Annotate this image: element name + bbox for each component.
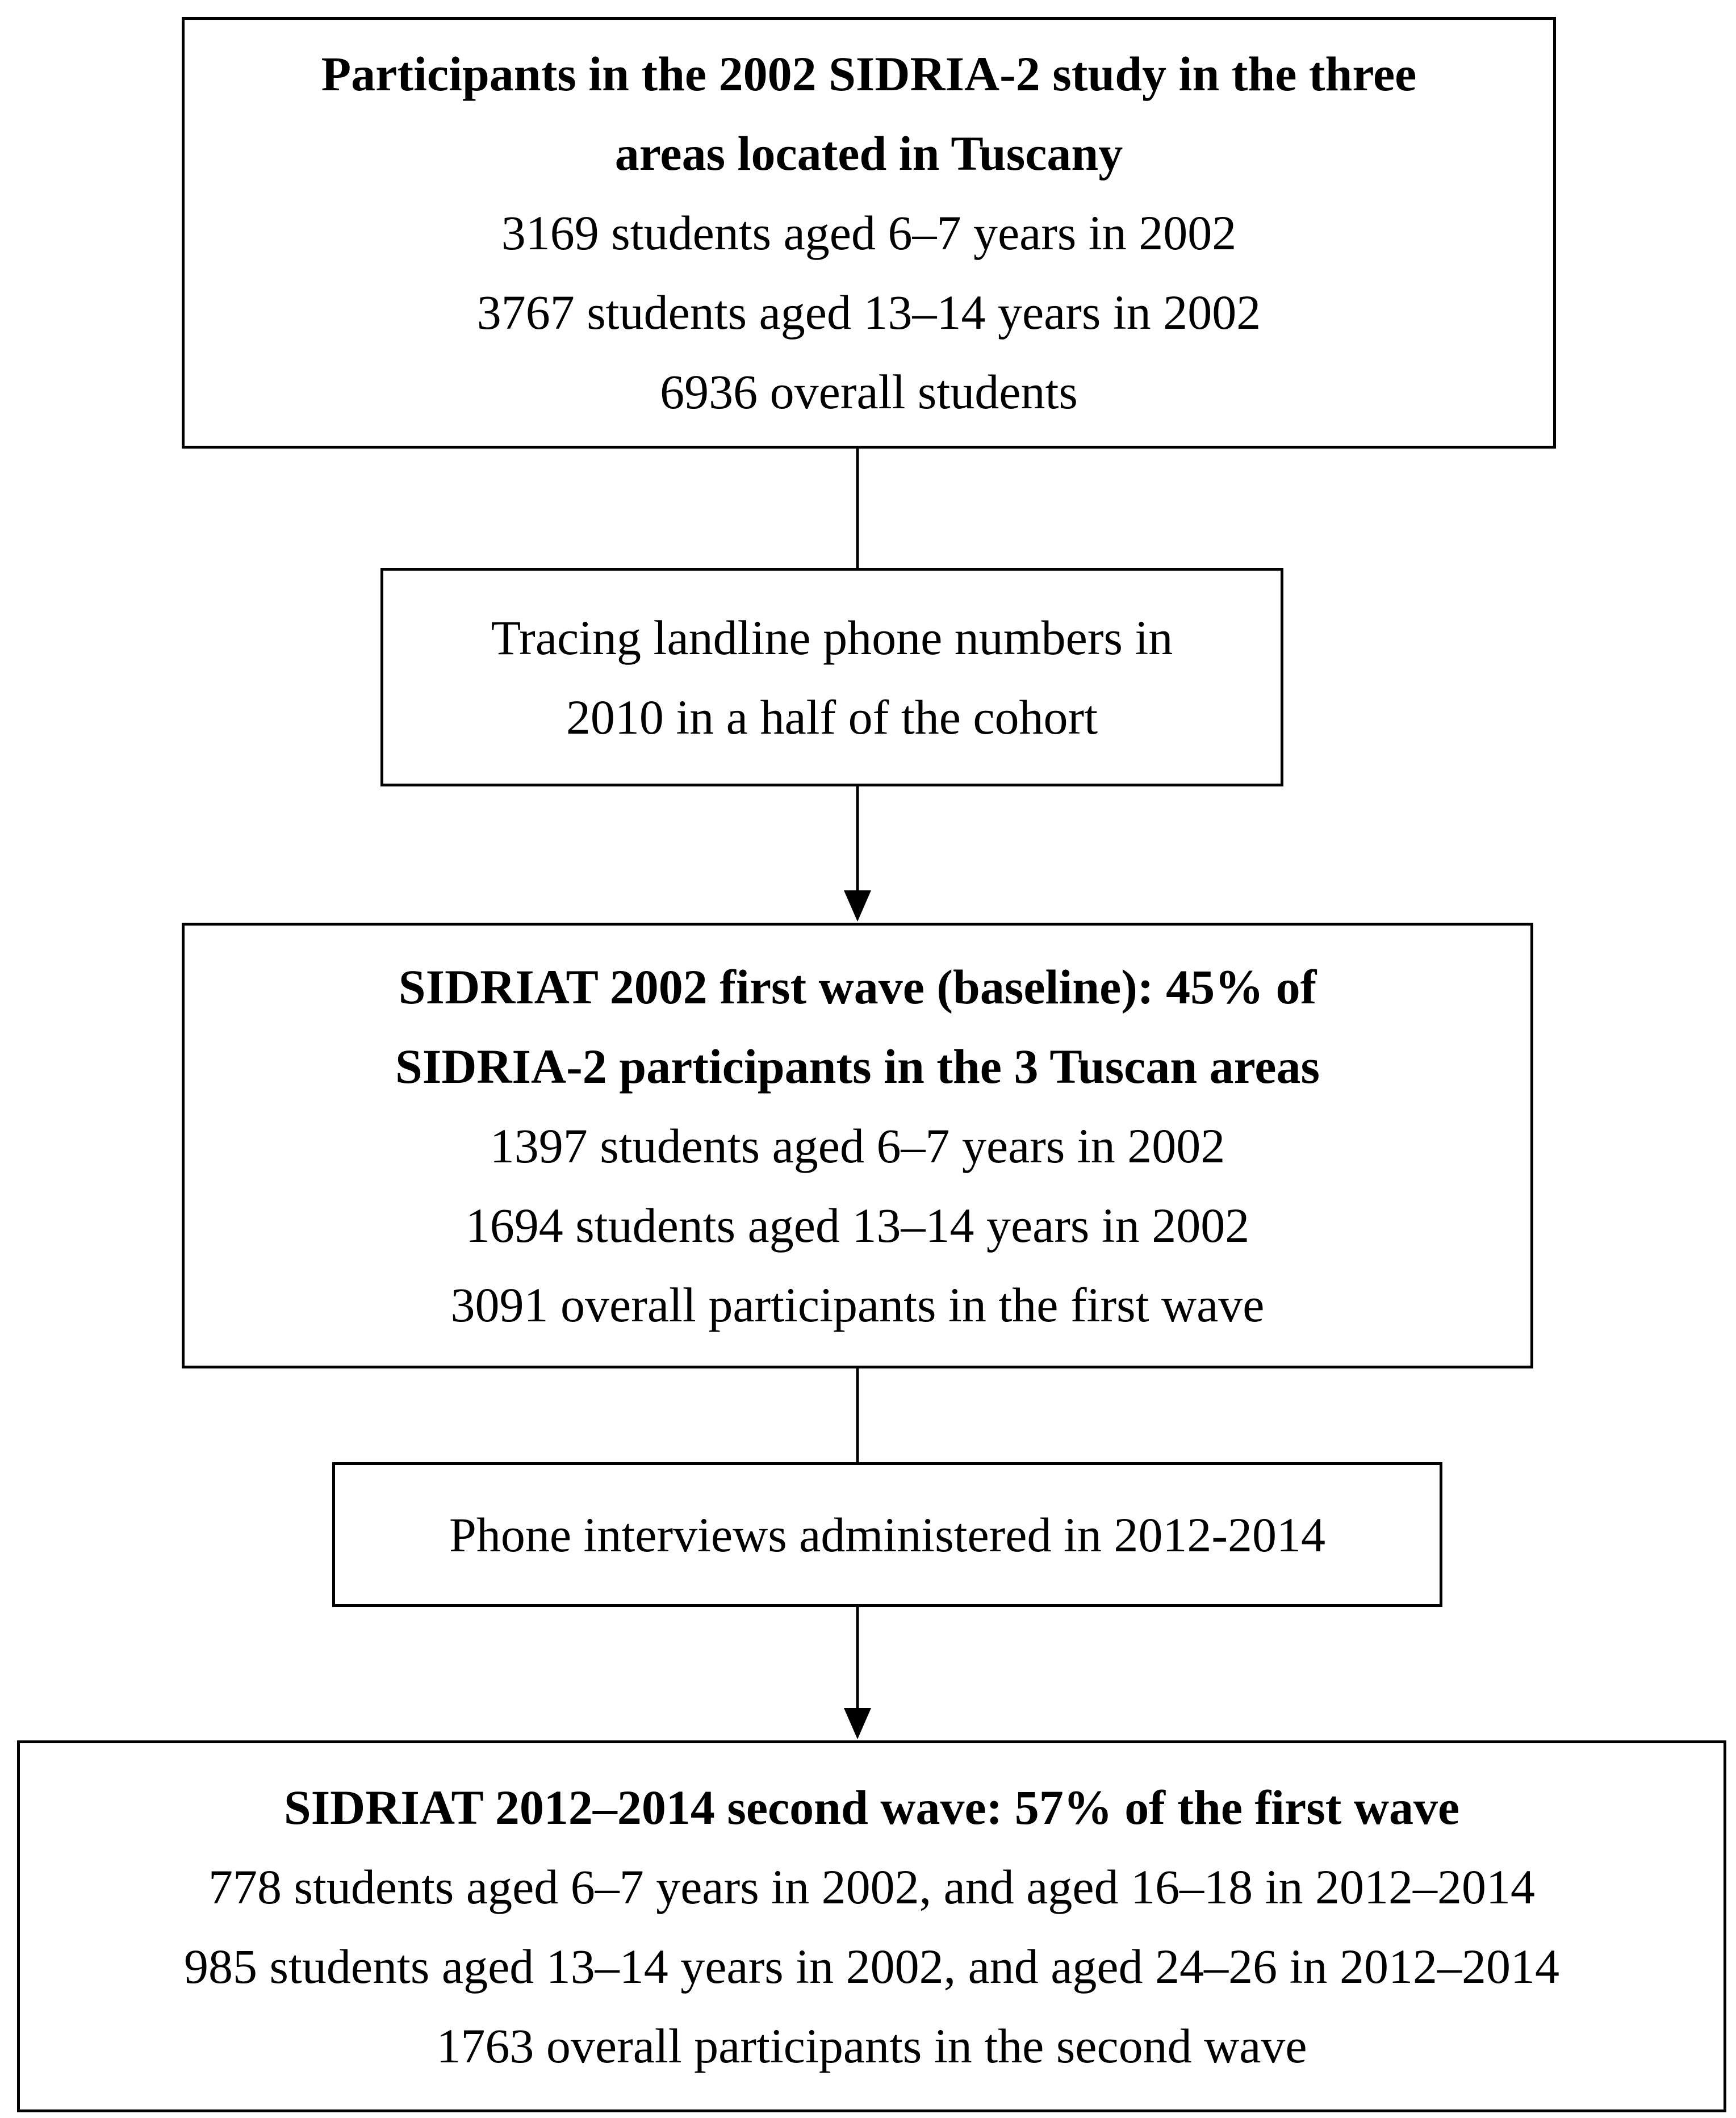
- box-1-line-3: 6936 overall students: [660, 365, 1078, 419]
- box-5-title-line-1: SIDRIAT 2012–2014 second wave: 57% of the first wave: [283, 1780, 1460, 1835]
- box-1-line-2: 3767 students aged 13–14 years in 2002: [476, 285, 1261, 340]
- box-tracing-phone-numbers: [380, 568, 1283, 786]
- box-2-line-2: 2010 in a half of the cohort: [566, 689, 1098, 744]
- box-3-title-line-1: SIDRIAT 2002 first wave (baseline): 45% of: [398, 959, 1317, 1014]
- box-2-line-1: Tracing landline phone numbers in: [491, 610, 1173, 665]
- box-1-title-line-2: areas located in Tuscany: [614, 126, 1123, 181]
- box-1-title-line-1: Participants in the 2002 SIDRIA-2 study in the three: [321, 47, 1417, 101]
- box-first-wave: [182, 923, 1533, 1368]
- box-sidria2-participants: [182, 17, 1556, 449]
- box-5-line-1: 778 students aged 6–7 years in 2002, and aged 16–18 in 2012–2014: [208, 1859, 1535, 1914]
- box-3-line-1: 1397 students aged 6–7 years in 2002: [490, 1118, 1225, 1173]
- arrowhead-2-3: [844, 890, 871, 922]
- box-3-title-line-2: SIDRIA-2 participants in the 3 Tuscan areas: [395, 1039, 1320, 1094]
- box-4-line-1: Phone interviews administered in 2012-2014: [449, 1507, 1325, 1562]
- box-second-wave: [17, 1740, 1726, 2112]
- arrowhead-4-5: [844, 1708, 871, 1739]
- box-3-line-2: 1694 students aged 13–14 years in 2002: [465, 1198, 1250, 1253]
- box-phone-interviews: [332, 1462, 1442, 1607]
- box-5-line-2: 985 students aged 13–14 years in 2002, and aged 24–26 in 2012–2014: [184, 1939, 1559, 1994]
- box-5-line-3: 1763 overall participants in the second wave: [436, 2018, 1307, 2073]
- box-1-line-1: 3169 students aged 6–7 years in 2002: [501, 206, 1237, 260]
- box-3-line-3: 3091 overall participants in the first wave: [450, 1277, 1265, 1332]
